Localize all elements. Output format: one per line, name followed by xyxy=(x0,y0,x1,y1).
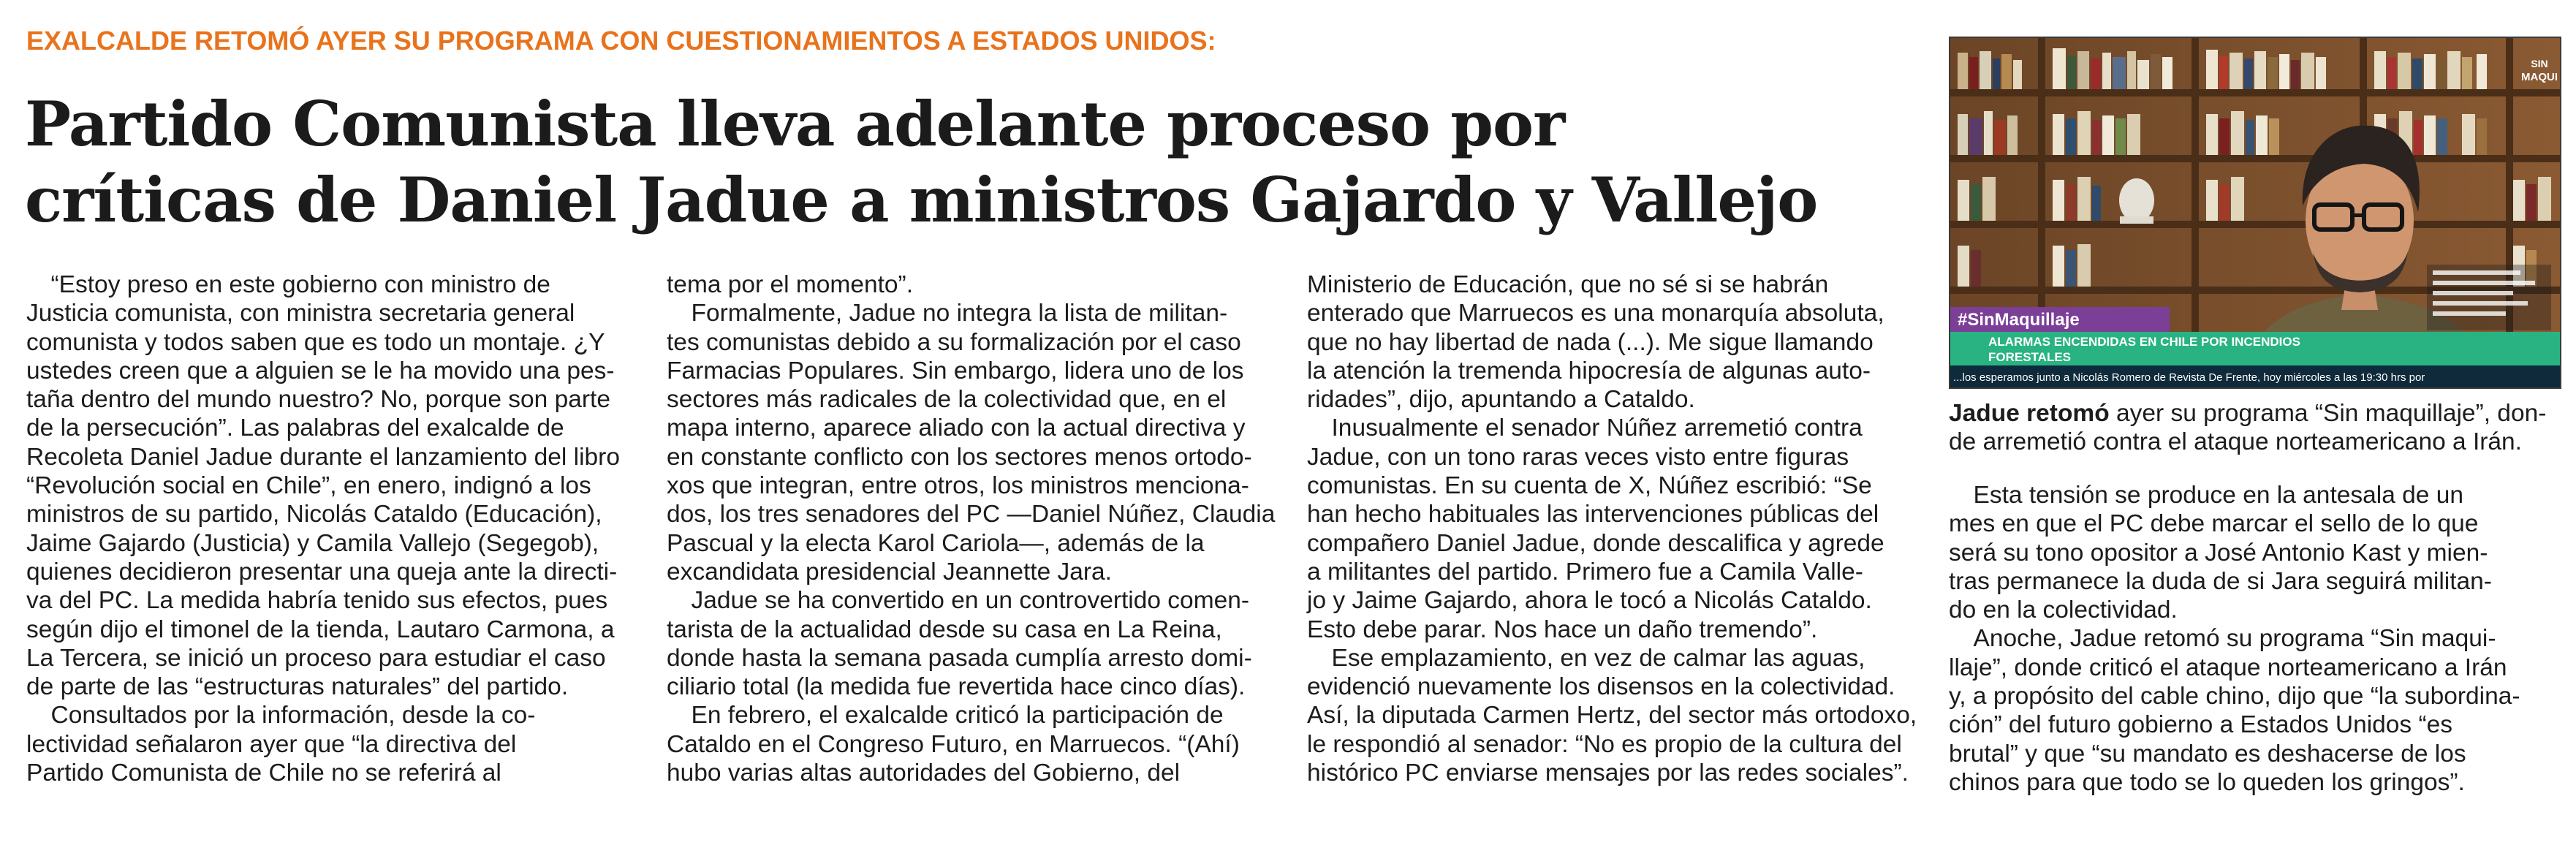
text-line: “Revolución social en Chile”, en enero, indignó a los xyxy=(26,472,591,500)
text-line: Esta tensión se produce en la antesala de un xyxy=(1949,482,2463,509)
text-line: mes en que el PC debe marcar el sello de lo que xyxy=(1949,510,2479,538)
text-line: jo y Jaime Gajardo, ahora le tocó a Nicolás Cataldo. xyxy=(1307,587,1872,615)
text-line: ridades”, dijo, apuntando a Cataldo. xyxy=(1307,386,1695,414)
text-line: Formalmente, Jadue no integra la lista de militan- xyxy=(667,300,1228,327)
text-line: Cataldo en el Congreso Futuro, en Marruecos. “(Ahí) xyxy=(667,730,1240,758)
article-column-2 xyxy=(667,270,1300,787)
caption-line-1-rest: ayer su programa “Sin maquillaje”, don- xyxy=(2109,400,2547,427)
text-line: han hecho habituales las intervenciones públicas del xyxy=(1307,501,1879,528)
text-line: Jaime Gajardo (Justicia) y Camila Vallejo (Segegob), xyxy=(26,529,599,557)
text-line: Ese emplazamiento, en vez de calmar las aguas, xyxy=(1307,644,1865,672)
text-line: tarista de la actualidad desde su casa en La Reina, xyxy=(667,615,1222,643)
text-line: tema por el momento”. xyxy=(667,271,913,298)
text-line: Ministerio de Educación, que no sé si se habrán xyxy=(1307,271,1829,298)
program-logo-top: SIN xyxy=(2531,58,2548,69)
headline-line-1: Partido Comunista lleva adelante proceso por xyxy=(25,88,1565,160)
text-line: dos, los tres senadores del PC —Daniel Núñez, Claudia xyxy=(667,501,1276,528)
text-line: brutal” y que “su mandato es deshacerse de los xyxy=(1949,740,2466,768)
text-line: histórico PC enviarse mensajes por las redes sociales”. xyxy=(1307,759,1909,787)
text-line: de la persecución”. Las palabras del exalcalde de xyxy=(26,414,564,442)
text-line: Partido Comunista de Chile no se referirá al xyxy=(26,759,501,787)
text-line: le respondió al senador: “No es propio de la cultura del xyxy=(1307,730,1902,758)
article-column-1 xyxy=(26,270,659,787)
program-hashtag: #SinMaquillaje xyxy=(1958,310,2080,330)
text-line: ción” del futuro gobierno a Estados Unidos “es xyxy=(1949,711,2453,739)
text-line: lectividad señalaron ayer que “la directiva del xyxy=(26,730,517,758)
text-line: comunistas. En su cuenta de X, Núñez escribió: “Se xyxy=(1307,472,1872,500)
text-line: Esto debe parar. Nos hace un daño tremendo”. xyxy=(1307,615,1818,643)
text-line: compañero Daniel Jadue, donde descalifica y agrede xyxy=(1307,529,1884,557)
article-column-4 xyxy=(1949,481,2561,797)
text-line: hubo varias altas autoridades del Gobierno, del xyxy=(667,759,1181,787)
text-line: La Tercera, se inició un proceso para estudiar el caso xyxy=(26,644,606,672)
program-logo-bottom: MAQUI xyxy=(2521,71,2558,83)
text-line: será su tono opositor a José Antonio Kast y mien- xyxy=(1949,539,2488,567)
text-line: según dijo el timonel de la tienda, Lautaro Carmona, a xyxy=(26,615,615,643)
text-line: donde hasta la semana pasada cumplía arresto domi- xyxy=(667,644,1252,672)
article-column-3 xyxy=(1307,270,1940,787)
text-line: tras permanece la duda de si Jara seguirá militan- xyxy=(1949,567,2492,595)
text-line: xos que integran, entre otros, los ministros menciona- xyxy=(667,472,1249,500)
text-line: taña dentro del mundo nuestro? No, porque son parte xyxy=(26,386,610,414)
headline-line-2: críticas de Daniel Jadue a ministros Gajardo y Vallejo xyxy=(25,164,1818,236)
text-line: y, a propósito del cable chino, dijo que “la subordina- xyxy=(1949,683,2520,711)
text-line: excandidata presidencial Jeannette Jara. xyxy=(667,558,1112,586)
text-line: sectores más radicales de la colectividad que, en el xyxy=(667,386,1227,414)
text-line: la atención la tremenda hipocresía de algunas auto- xyxy=(1307,357,1871,384)
text-line: de parte de las “estructuras naturales” del partido. xyxy=(26,673,569,701)
text-line: que no hay libertad de nada (...). Me sigue llamando xyxy=(1307,328,1874,356)
text-line: “Estoy preso en este gobierno con ministro de xyxy=(26,271,550,298)
kicker: EXALCALDE RETOMÓ AYER SU PROGRAMA CON CUESTIONAMIENTOS A ESTADOS UNIDOS: xyxy=(26,26,1216,56)
text-line: Anoche, Jadue retomó su programa “Sin maqui- xyxy=(1949,625,2496,653)
text-line: En febrero, el exalcalde criticó la participación de xyxy=(667,702,1224,730)
text-line: llaje”, donde criticó el ataque norteamericano a Irán xyxy=(1949,653,2507,681)
text-line: Recoleta Daniel Jadue durante el lanzamiento del libro xyxy=(26,443,620,471)
text-line: ministros de su partido, Nicolás Cataldo (Educación), xyxy=(26,501,602,528)
news-ticker: ...los esperamos junto a Nicolás Romero de Revista De Frente, hoy miércoles a las 19:30 hrs por xyxy=(1953,371,2425,384)
video-still xyxy=(1950,38,2560,387)
text-line: mapa interno, aparece aliado con la actual directiva y xyxy=(667,414,1246,442)
text-line: Así, la diputada Carmen Hertz, del sector más ortodoxo, xyxy=(1307,702,1917,730)
text-line: Inusualmente el senador Núñez arremetió contra xyxy=(1307,414,1863,442)
banner-headline-line-2: FORESTALES xyxy=(1988,350,2072,364)
text-line: a militantes del partido. Primero fue a Camila Valle- xyxy=(1307,558,1863,586)
text-line: Pascual y la electa Karol Cariola—, además de la xyxy=(667,529,1205,557)
text-line: enterado que Marruecos es una monarquía absoluta, xyxy=(1307,300,1884,327)
text-line: Justicia comunista, con ministra secretaria general xyxy=(26,300,575,327)
headline xyxy=(25,86,1896,238)
text-line: Farmacias Populares. Sin embargo, lidera uno de los xyxy=(667,357,1244,384)
text-line: Consultados por la información, desde la co- xyxy=(26,702,536,730)
text-line: va del PC. La medida habría tenido sus efectos, pues xyxy=(26,587,608,615)
caption-line-1 xyxy=(1949,399,2561,428)
text-line: evidenció nuevamente los disensos en la colectividad. xyxy=(1307,673,1895,701)
text-line: Jadue se ha convertido en un controvertido comen- xyxy=(667,587,1250,615)
text-line: ciliario total (la medida fue revertida hace cinco días). xyxy=(667,673,1246,701)
caption-line-2: de arremetió contra el ataque norteamericano a Irán. xyxy=(1949,428,2522,456)
text-line: tes comunistas debido a su formalización por el caso xyxy=(667,328,1241,356)
text-line: Jadue, con un tono raras veces visto entre figuras xyxy=(1307,443,1849,471)
caption-bold-lead: Jadue retomó xyxy=(1949,400,2110,427)
article-photo xyxy=(1949,37,2561,389)
photo-caption xyxy=(1949,399,2561,457)
banner-headline-line-1: ALARMAS ENCENDIDAS EN CHILE POR INCENDIOS xyxy=(1988,335,2300,349)
text-line: ustedes creen que a alguien se le ha movido una pes- xyxy=(26,357,615,384)
text-line: do en la colectividad. xyxy=(1949,596,2178,624)
text-line: chinos para que todo se lo queden los gringos”. xyxy=(1949,768,2465,796)
text-line: quienes decidieron presentar una queja ante la directi- xyxy=(26,558,618,586)
text-line: comunista y todos saben que es todo un montaje. ¿Y xyxy=(26,328,605,356)
text-line: en constante conflicto con los sectores menos ortodo- xyxy=(667,443,1252,471)
